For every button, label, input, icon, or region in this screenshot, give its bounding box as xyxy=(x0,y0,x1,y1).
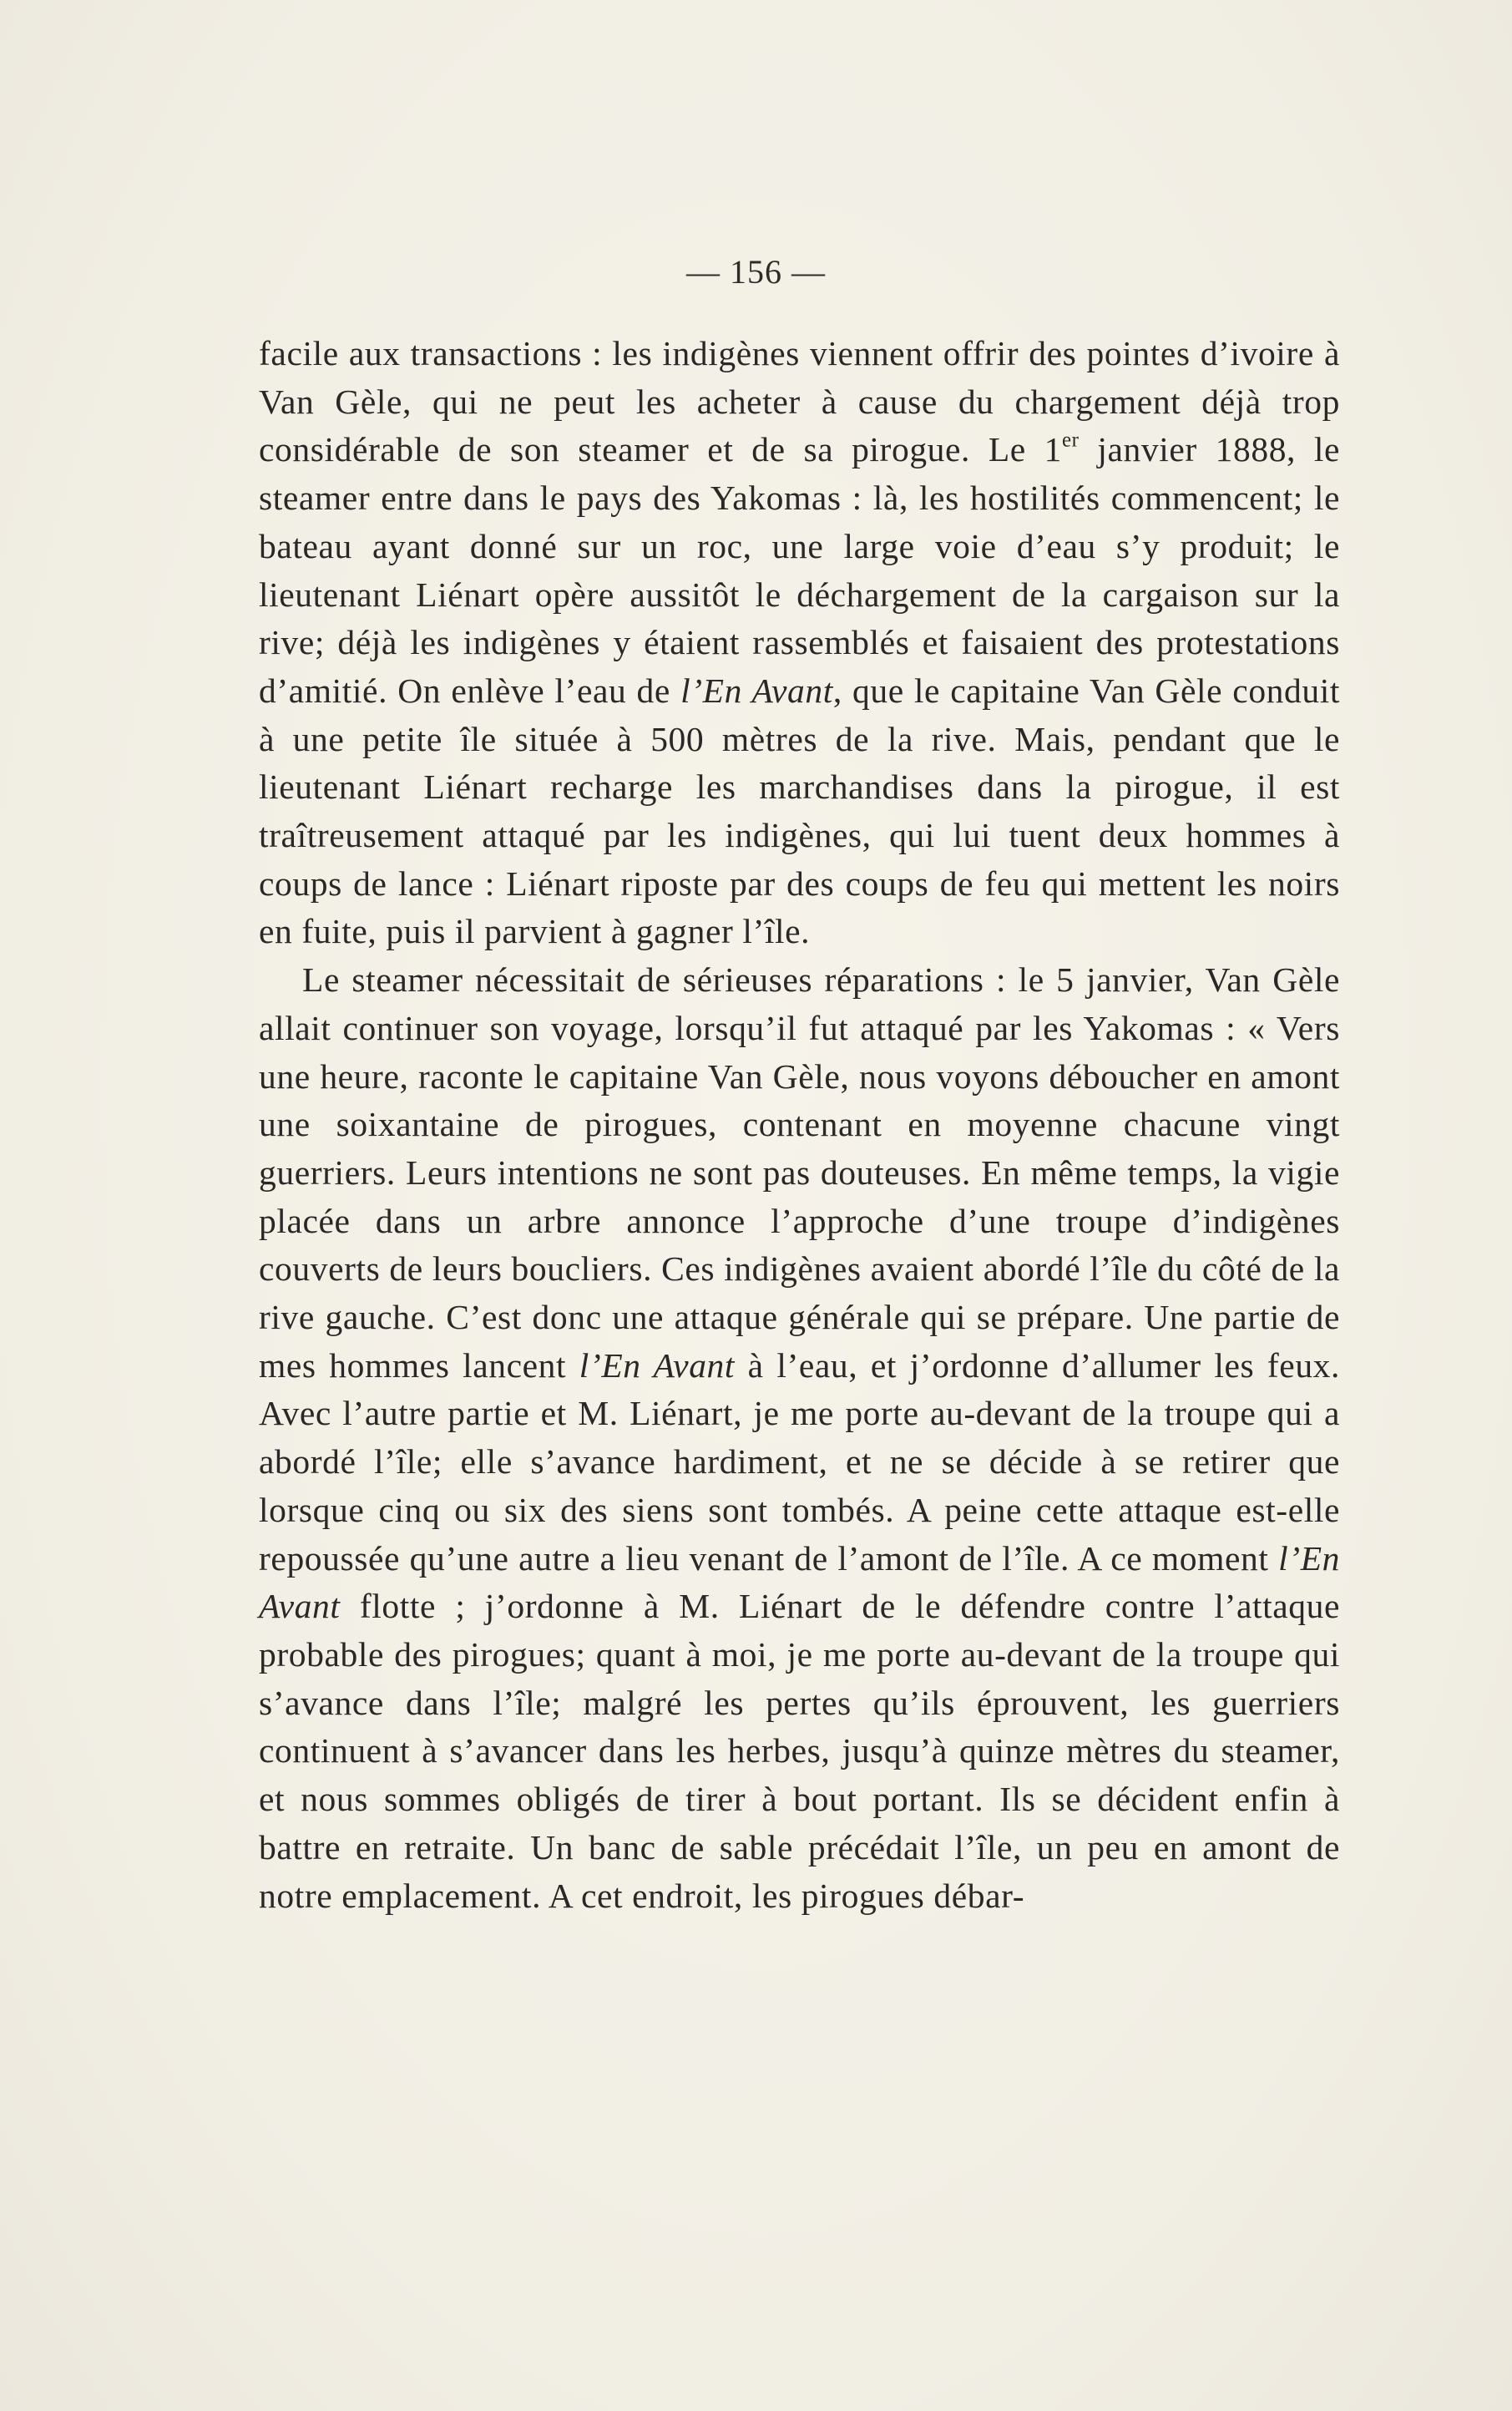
ship-name-italic: l’En Avant xyxy=(680,671,833,710)
body-text xyxy=(259,330,1340,1920)
paragraph-2 xyxy=(259,956,1340,1920)
paragraph-text: , que le capitaine Van Gèle conduit à une petite île située à 500 mètres de la rive. Mais, pendant que le lieutenant Liénart recharge les marchandises dans la pirogue, il est traîtreusement attaqué par les indigènes, qui lui tuent deux hommes à coups de lance : Liénart riposte par des coups de feu qui mettent les noirs en fuite, puis il parvient à gagner l’île. xyxy=(259,671,1340,951)
paragraph-text: facile aux transactions : les indigènes viennent offrir des pointes d’ivoire à Van Gèle, qui ne peut les acheter à cause du chargement déjà trop considérable de son steamer et de sa pirogue. Le 1 xyxy=(259,334,1340,469)
paragraph-1 xyxy=(259,330,1340,956)
page-number: — 156 — xyxy=(686,253,826,291)
paragraph-text: Le steamer nécessitait de sérieuses réparations : le 5 janvier, Van Gèle allait continuer son voyage, lorsqu’il fut attaqué par les Yakomas : « Vers une heure, raconte le capitaine Van Gèle, nous voyons déboucher en amont une soixantaine de pirogues, contenant en moyenne chacune vingt guerriers. Leurs intentions ne sont pas douteuses. En même temps, la vigie placée dans un arbre annonce l’approche d’une troupe d’indigènes couverts de leurs boucliers. Ces indigènes avaient abordé l’île du côté de la rive gauche. C’est donc une attaque générale qui se prépare. Une partie de mes hommes lancent xyxy=(259,960,1340,1385)
paragraph-text: à l’eau, et j’ordonne d’allumer les feux. Avec l’autre partie et M. Liénart, je me porte au-devant de la troupe qui a abordé l’île; elle s’avance hardiment, et ne se décide à se retirer que lorsque cinq ou six des siens sont tombés. A peine cette attaque est-elle repoussée qu’une autre a lieu venant de l’amont de l’île. A ce moment xyxy=(259,1345,1341,1578)
paragraph-text: janvier 1888, le steamer entre dans le pays des Yakomas : là, les hostilités commencent; le bateau ayant donné sur un roc, une large voie d’eau s’y produit; le lieutenant Liénart opère aussitôt le déchargement de la cargaison sur la rive; déjà les indigènes y étaient rassemblés et faisaient des protestations d’amitié. On enlève l’eau de xyxy=(259,430,1341,710)
ship-name-italic: l’En Avant xyxy=(259,1538,1340,1626)
ordinal-superscript: er xyxy=(1062,428,1080,452)
paragraph-text: flotte ; j’ordonne à M. Liénart de le défendre contre l’attaque probable des pirogues; quant à moi, je me porte au-devant de la troupe qui s’avance dans l’île; malgré les pertes qu’ils éprouvent, les guerriers continuent à s’avancer dans les herbes, jusqu’à quinze mètres du steamer, et nous sommes obligés de tirer à bout portant. Ils se décident enfin à battre en retraite. Un banc de sable précédait l’île, un peu en amont de notre emplacement. A cet endroit, les pirogues débar- xyxy=(259,1587,1340,1915)
ship-name-italic: l’En Avant xyxy=(579,1345,736,1385)
